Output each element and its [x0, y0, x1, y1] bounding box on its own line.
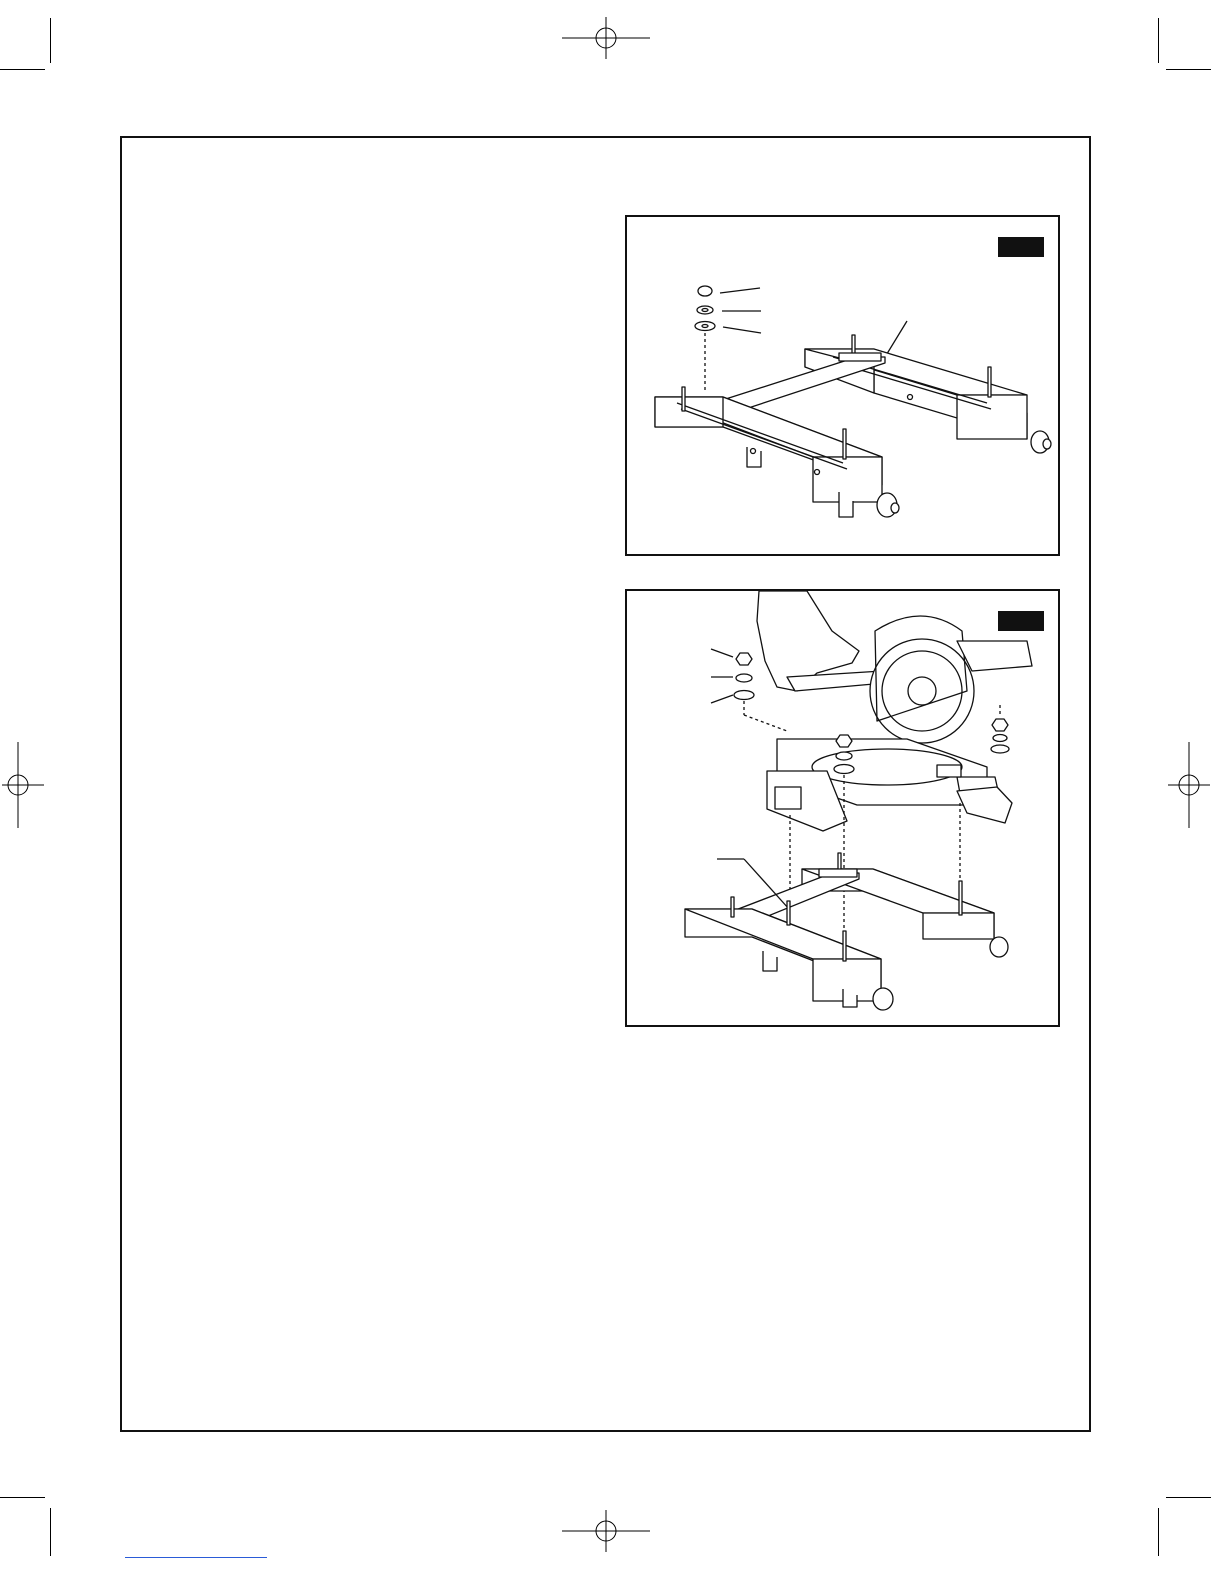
registration-mark-icon: [560, 1508, 652, 1554]
crop-mark-bottom-left-vertical: [50, 1508, 51, 1556]
figure-stand-assembly: [625, 215, 1060, 556]
registration-mark-icon: [1166, 740, 1212, 830]
stand-rails-illustration: [627, 217, 1058, 554]
crop-mark-top-left-horizontal: [0, 69, 45, 70]
figure-saw-mounting: [625, 589, 1060, 1027]
crop-mark-bottom-left-horizontal: [0, 1497, 45, 1498]
registration-mark-icon: [560, 15, 652, 61]
crop-mark-top-left-vertical: [50, 18, 51, 63]
flat-washer: [734, 691, 754, 700]
crop-mark-top-right-vertical: [1158, 18, 1159, 63]
footer-rule: [125, 1557, 267, 1558]
crop-mark-top-right-horizontal: [1166, 69, 1211, 70]
lock-washer: [736, 674, 752, 682]
hex-nut: [698, 286, 712, 296]
hex-nut: [736, 653, 752, 665]
registration-mark-icon: [0, 740, 46, 830]
crop-mark-bottom-right-vertical: [1158, 1508, 1159, 1556]
saw-mounting-illustration: [627, 591, 1058, 1025]
crop-mark-bottom-right-horizontal: [1166, 1497, 1211, 1498]
